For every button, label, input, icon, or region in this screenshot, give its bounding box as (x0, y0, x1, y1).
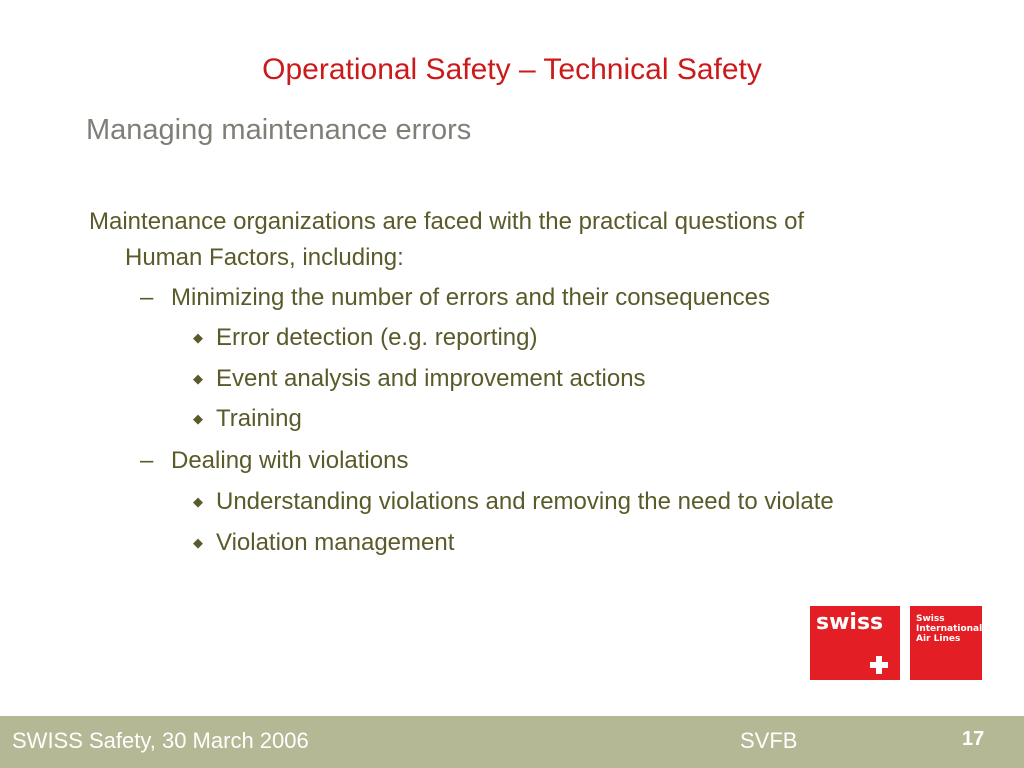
swiss-cross-icon (870, 656, 888, 674)
list-item-text: Violation management (216, 529, 455, 556)
dash-bullet-icon: – (140, 447, 154, 474)
logo-company-line: Swiss (916, 614, 945, 624)
section-heading-text: Minimizing the number of errors and their consequences (171, 284, 770, 311)
section-heading-text: Dealing with violations (171, 447, 409, 474)
intro-line-1: Maintenance organizations are faced with the practical questions of (89, 208, 805, 235)
footer-bar (0, 716, 1024, 768)
list-item (193, 322, 537, 354)
list-item-text: Understanding violations and removing the need to violate (216, 488, 834, 515)
diamond-bullet-icon: ◆ (193, 330, 203, 345)
page-number: 17 (962, 728, 985, 750)
logo-company-name (916, 614, 982, 644)
logo-company-line: Air Lines (916, 634, 961, 644)
logo-company-line: International (916, 624, 983, 634)
list-item-text: Training (216, 405, 302, 432)
list-item-text: Error detection (e.g. reporting) (216, 324, 538, 351)
diamond-bullet-icon: ◆ (193, 411, 203, 426)
slide-title: Operational Safety – Technical Safety (262, 53, 762, 86)
diamond-bullet-icon: ◆ (193, 535, 203, 550)
list-item (193, 403, 302, 435)
list-item (193, 486, 834, 518)
slide-subtitle: Managing maintenance errors (86, 114, 472, 146)
list-item (193, 363, 646, 395)
diamond-bullet-icon: ◆ (193, 371, 203, 386)
footer-left-text: SWISS Safety, 30 March 2006 (12, 728, 309, 753)
list-item-text: Event analysis and improvement actions (216, 365, 646, 392)
diamond-bullet-icon: ◆ (193, 494, 203, 509)
swiss-logo (810, 606, 982, 680)
section-heading (140, 282, 770, 314)
intro-paragraph (89, 204, 959, 276)
intro-line-2: Human Factors, including: (125, 244, 404, 271)
logo-divider (900, 606, 910, 680)
list-item (193, 527, 454, 559)
footer-center-text: SVFB (740, 728, 798, 753)
section-heading (140, 445, 408, 477)
dash-bullet-icon: – (140, 284, 154, 311)
logo-wordmark: swiss (816, 610, 884, 635)
